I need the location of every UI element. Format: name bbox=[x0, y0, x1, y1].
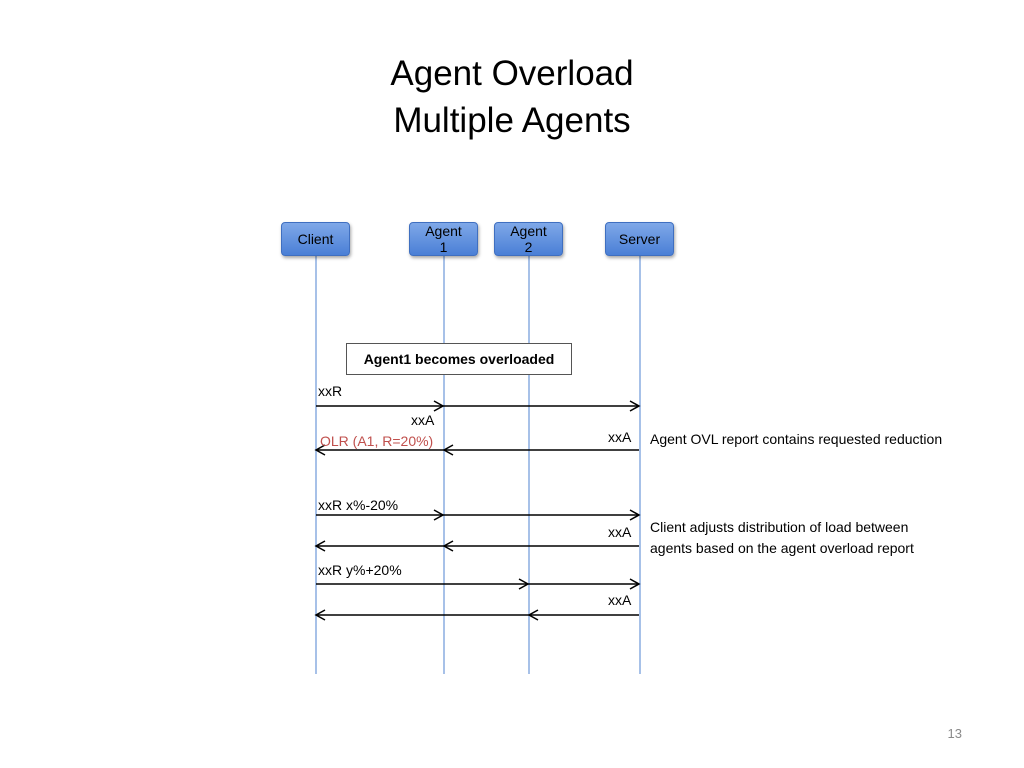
actor-agent1-label-2: 1 bbox=[439, 239, 448, 255]
label-xxr-2: xxR x%-20% bbox=[318, 497, 399, 513]
label-xxa-server-3: xxA bbox=[608, 592, 632, 608]
actor-agent2-label-1: Agent bbox=[510, 223, 547, 239]
overload-note: Agent1 becomes overloaded bbox=[346, 343, 572, 375]
annotation-client-adjusts-2: agents based on the agent overload report bbox=[650, 540, 914, 556]
actor-agent1-label-1: Agent bbox=[425, 223, 462, 239]
actor-client-label: Client bbox=[297, 231, 334, 247]
label-xxr-1: xxR bbox=[318, 383, 343, 399]
actor-agent2-label-2: 2 bbox=[524, 239, 533, 255]
annotation-client-adjusts-1: Client adjusts distribution of load between bbox=[650, 519, 909, 535]
title-line-1: Agent Overload bbox=[390, 54, 634, 93]
label-xxa-server-2: xxA bbox=[608, 524, 632, 540]
title-line-2: Multiple Agents bbox=[393, 101, 631, 140]
label-xxr-3: xxR y%+20% bbox=[318, 562, 402, 578]
label-xxa-server-1: xxA bbox=[608, 429, 632, 445]
actor-server-label: Server bbox=[618, 231, 661, 247]
page-number: 13 bbox=[947, 726, 962, 741]
label-xxa-agent: xxA bbox=[411, 412, 435, 428]
label-olr: OLR (A1, R=20%) bbox=[320, 433, 434, 449]
annotation-ovl-report: Agent OVL report contains requested reduction bbox=[650, 431, 943, 447]
